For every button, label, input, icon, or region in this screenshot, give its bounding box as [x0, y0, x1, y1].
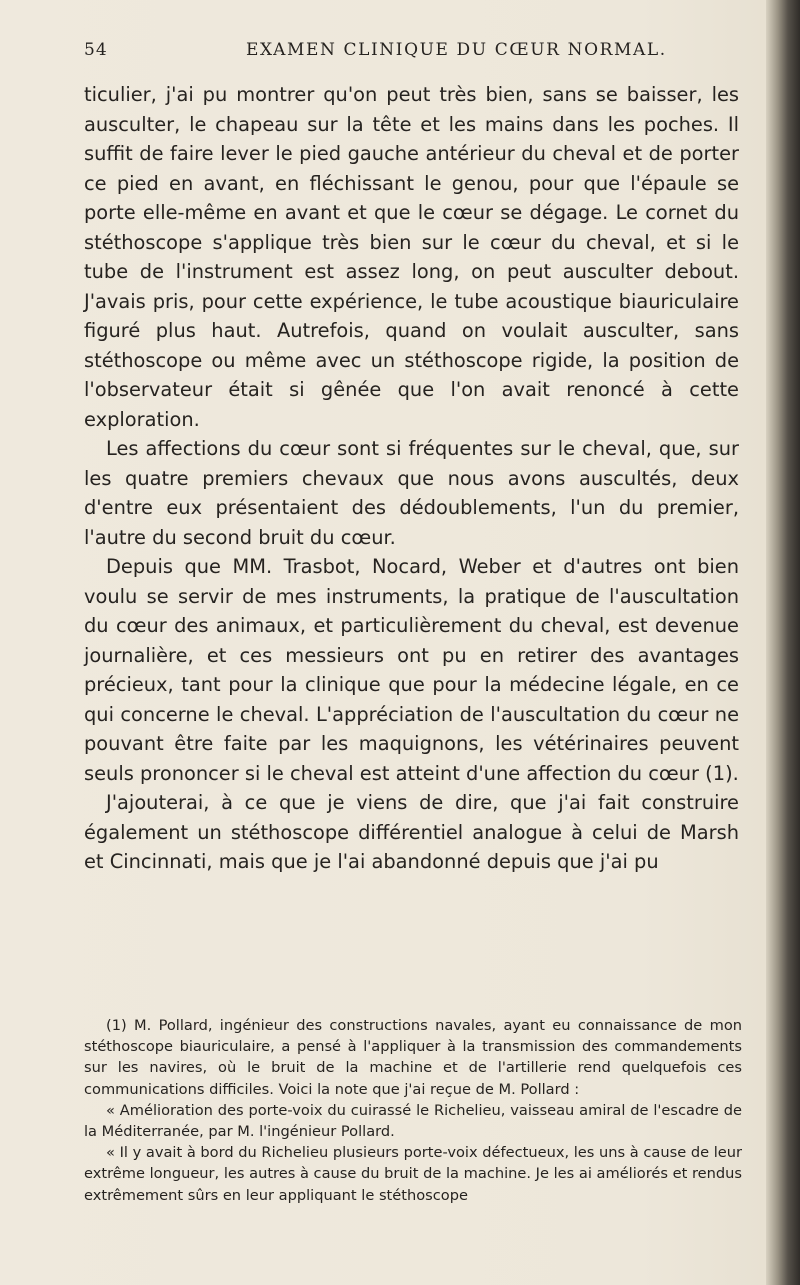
footnote-paragraph: « Amélioration des porte-voix du cuirassé le Richelieu, vaisseau amiral de l'escadre de la Méditerranée, par M. l'ingénieur Pollard.: [84, 1101, 742, 1141]
body-paragraph: Les affections du cœur sont si fréquentes sur le cheval, que, sur les quatre premiers chevaux que nous avons auscultés, deux d'entre eux présentaient des dédoublements, l'un du premier, l'autre du second bruit du cœur.: [84, 437, 739, 549]
main-text: [84, 80, 739, 877]
footnote-paragraph: « Il y avait à bord du Richelieu plusieurs porte-voix défectueux, les uns à cause de leur extrême longueur, les autres à cause du bruit de la machine. Je les ai améliorés et rendus extrêmement sûrs en leur appliquant le stéthoscope: [84, 1144, 742, 1204]
footnote-paragraph: (1) M. Pollard, ingénieur des constructions navales, ayant eu connaissance de mon stéthoscope biauriculaire, a pensé à l'appliquer à la transmission des commandements sur les navires, où le bruit de la machine et de l'artillerie rend quelquefois ces communications difficiles. Voici la note que j'ai reçue de M. Pollard :: [84, 1017, 742, 1098]
page-number: 54: [84, 40, 108, 60]
running-title: EXAMEN CLINIQUE DU CŒUR NORMAL.: [246, 40, 667, 60]
running-header: [84, 40, 748, 70]
book-spine-shadow: [766, 0, 800, 1285]
body-paragraph: Depuis que MM. Trasbot, Nocard, Weber et d'autres ont bien voulu se servir de mes instruments, la pratique de l'auscultation du cœur des animaux, et particulièrement du cheval, est devenue journalière, et ces messieurs ont pu en retirer des avantages précieux, tant pour la clinique que pour la médecine légale, en ce qui concerne le cheval. L'appréciation de l'auscultation du cœur ne pouvant être faite par les maquignons, les vétérinaires peuvent seuls prononcer si le cheval est atteint d'une affection du cœur (1).: [84, 555, 739, 785]
footnotes: [84, 1015, 742, 1206]
body-paragraph: ticulier, j'ai pu montrer qu'on peut très bien, sans se baisser, les ausculter, le chapeau sur la tête et les mains dans les poches. Il suffit de faire lever le pied gauche antérieur du cheval et de porter ce pied en avant, en fléchissant le genou, pour que l'épaule se porte elle-même en avant et que le cœur se dégage. Le cornet du stéthoscope s'applique très bien sur le cœur du cheval, et si le tube de l'instrument est assez long, on peut ausculter debout. J'avais pris, pour cette expérience, le tube acoustique biauriculaire figuré plus haut. Autrefois, quand on voulait ausculter, sans stéthoscope ou même avec un stéthoscope rigide, la position de l'observateur était si gênée que l'on avait renoncé à cette exploration.: [84, 83, 739, 431]
body-paragraph: J'ajouterai, à ce que je viens de dire, que j'ai fait construire également un stéthoscope différentiel analogue à celui de Marsh et Cincinnati, mais que je l'ai abandonné depuis que j'ai pu: [84, 791, 739, 873]
